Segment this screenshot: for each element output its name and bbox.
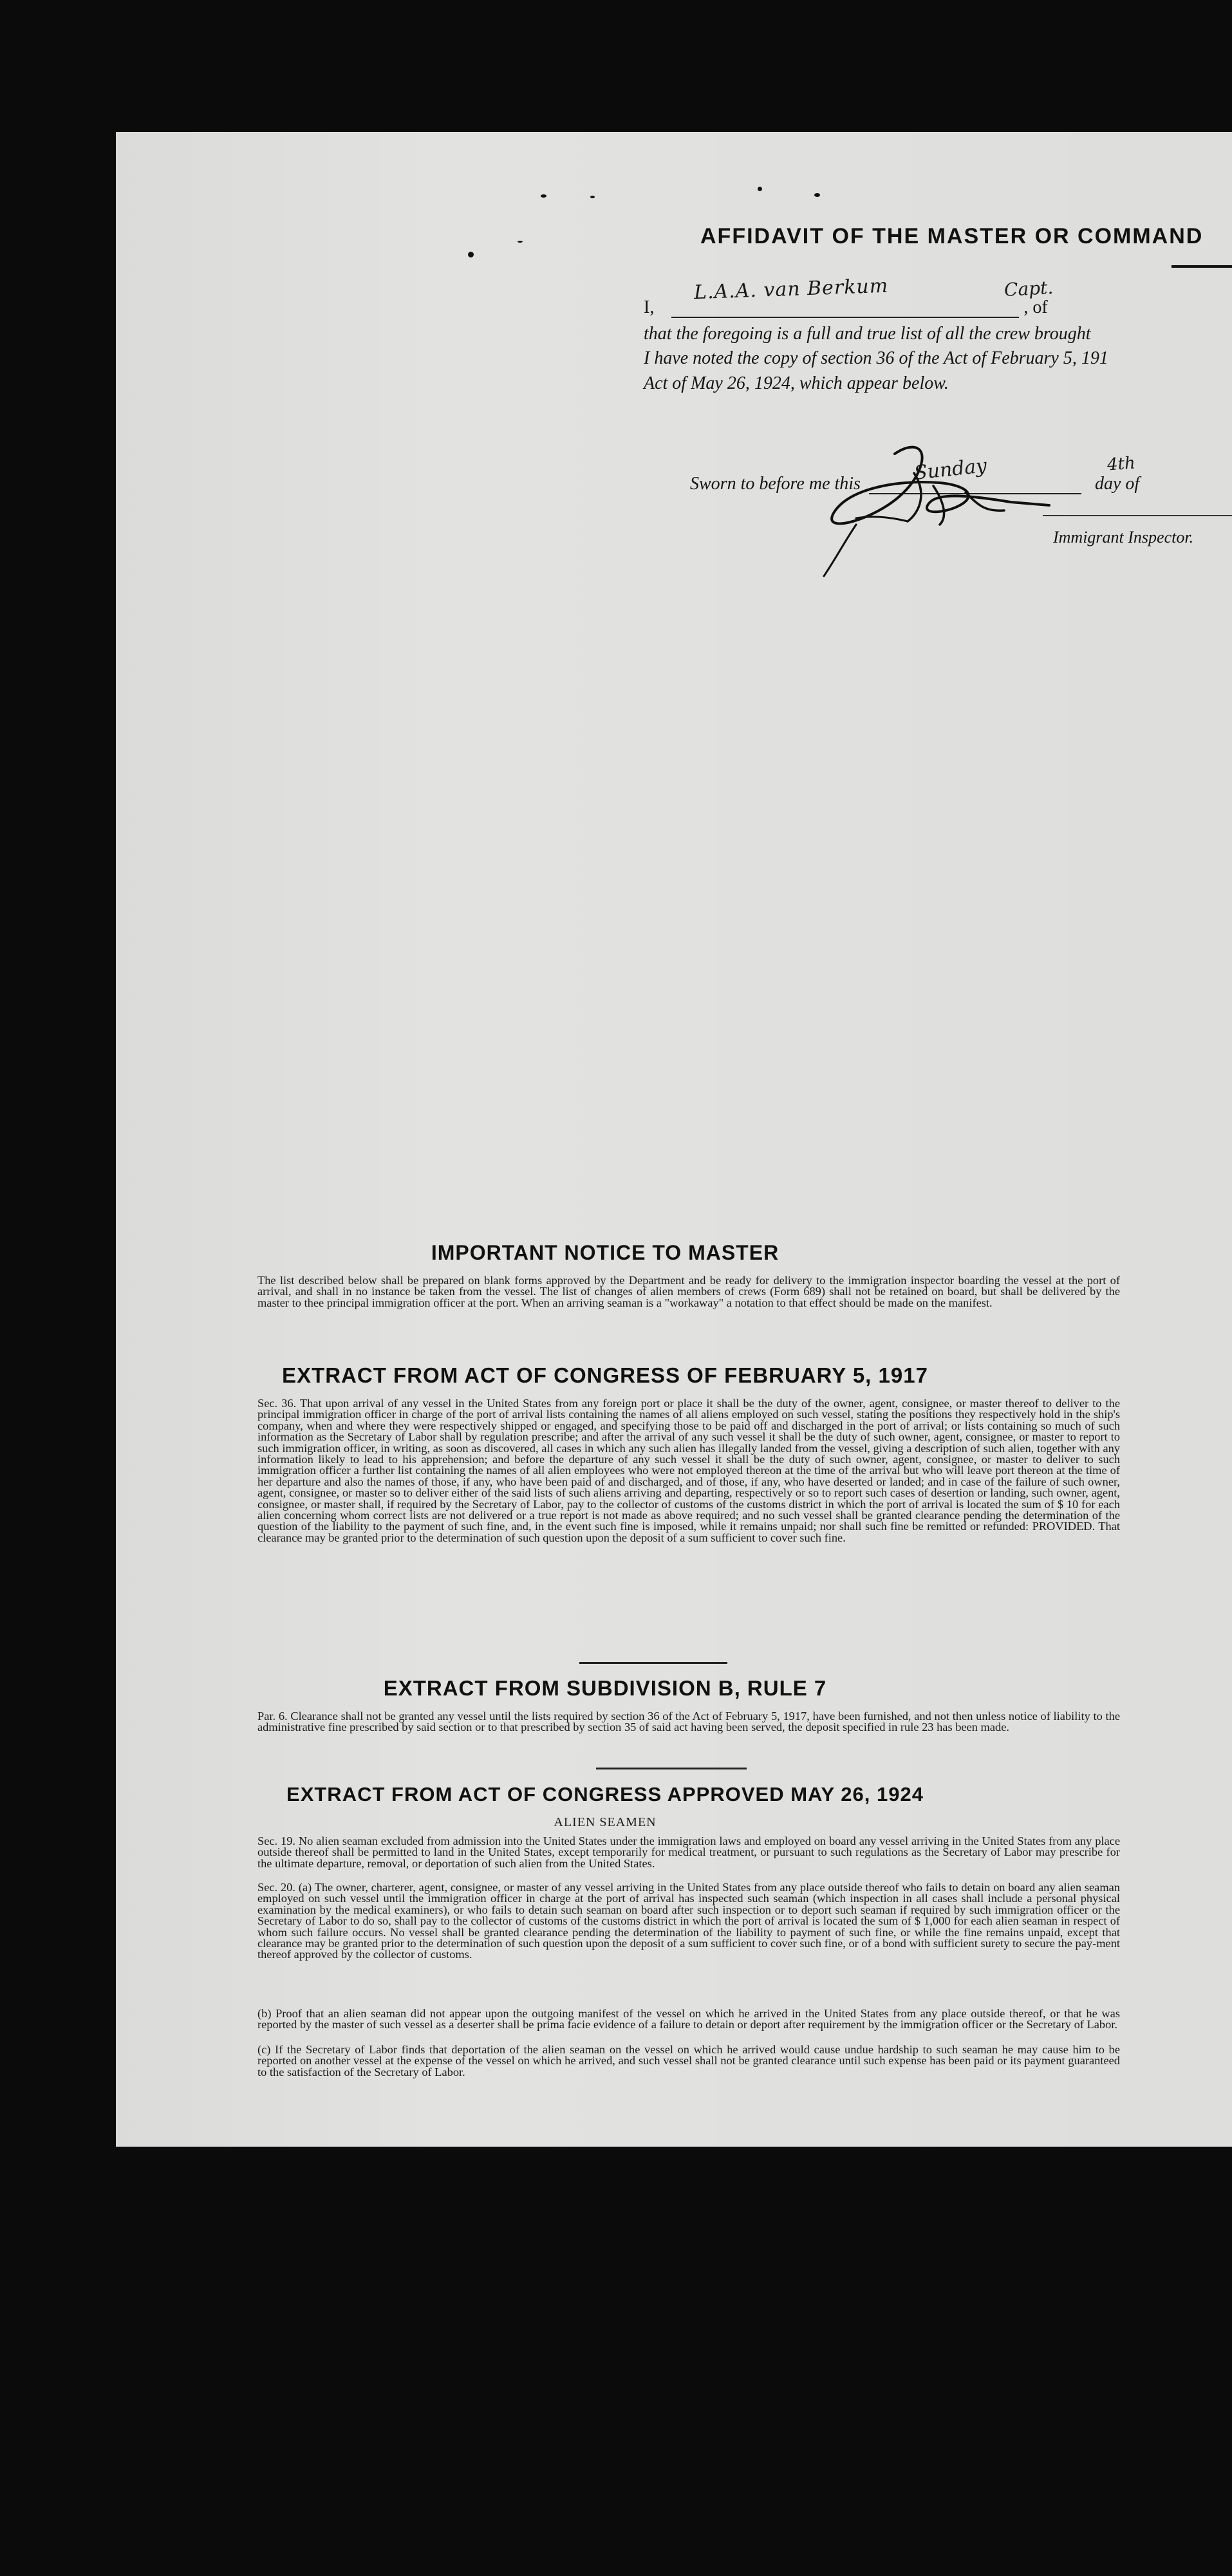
section-divider [579, 1662, 727, 1664]
handwritten-name: L.A.A. van Berkum [693, 274, 889, 304]
ink-speck [758, 187, 762, 191]
handwritten-rank: Capt. [1003, 277, 1054, 301]
ink-speck [541, 194, 546, 198]
extract-1924-sec20c: (c) If the Secretary of Labor finds that deportation of the alien seaman on the vessel on which he arrived would cause undue hardship to such seaman he may cause him to be reported on another vessel at the expense of the vessel on which he arrived, and such vessel shall not be granted clearance until such expense has been paid or its payment guaranteed to the satisfaction of the Secretary of Labor. [257, 2043, 1120, 2078]
extract-1917-text: Sec. 36. That upon arrival of any vessel in the United States from any foreign port or place it shall be the duty of the owner, agent, consignee, or master thereof to deliver to the principal immigration officer in charge of the port of arrival lists containing the names of all aliens employed on such vessel, stating the positions they respectively hold in the ship's company, when and where they were respectively shipped or engaged, and specifying those to be paid off and discharged in the port of arrival; or lists containing so much of such information as the Secretary of Labor shall by regulation prescribe; and after the arrival of any such vessel it shall be the duty of such owner, agent, consignee, or master to report to such immigration officer, in writing, as soon as discovered, all cases in which any such alien has illegally landed from the vessel, giving a description of such alien, together with any information likely to lead to his apprehension; and before the departure of any such vessel it shall be the duty of such owner, agent, consignee, or master to deliver to such immigration officer a further list containing the names of all alien employees who were not employed thereon at the time of the arrival but who will leave port thereon at the time of her departure and also the names of those, if any, who have been paid of and discharged, and of those, if any, who have deserted or landed; and in case of the failure of such owner, agent, consignee, or master so to deliver either of the said lists of such aliens arriving and departing, respectively or so to report such cases of desertion or landing, such owner, agent, consignee, or master shall, if required by the Secretary of Labor, pay to the collector of customs of the customs district in which the port of arrival is located the sum of $ 10 for each alien concerning whom correct lists are not delivered or a true report is not made as above required; and no such vessel shall be granted clearance pending the determination of the question of the liability to the payment of such fine, and, in the event such fine is imposed, while it remains unpaid; nor shall such fine be remitted or refunded: PROVIDED. That clearance may be granted prior to the determination of such question upon the deposit of a sum sufficient to cover such fine. [257, 1397, 1120, 1544]
section-divider [596, 1768, 747, 1769]
extract-1917-heading: EXTRACT FROM ACT OF CONGRESS OF FEBRUARY 5, 1917 [282, 1363, 928, 1387]
affidavit-title: AFFIDAVIT OF THE MASTER OR COMMAND [700, 224, 1204, 248]
extract-rule7-text: Par. 6. Clearance shall not be granted any vessel until the lists required by section 36 of the Act of February 5, 1917, have been furnished, and not then unless notice of liability to the administrative fine prescribed by said section or to that prescribed by section 35 of said act having been served, the deposit specified in rule 23 has been made. [257, 1710, 1120, 1734]
affidavit-line-2: that the foregoing is a full and true list of all the crew brought [644, 324, 1091, 344]
important-notice-text: The list described below shall be prepared on blank forms approved by the Department and be ready for delivery to the immigration inspector boarding the vessel at the port of arrival, and shall in no instance be taken from the vessel. The list of changes of alien members of crews (Form 689) shall not be retained on board, but shall be delivered by the master to thee principal immigration officer at the port. When an arriving seaman is a "workaway" a notation to that effect should be made on the manifest. [257, 1274, 1120, 1309]
affidavit-line-3: I have noted the copy of section 36 of the Act of February 5, 191 [644, 348, 1108, 368]
inspector-line [1043, 515, 1232, 516]
ink-speck [468, 252, 474, 257]
ink-speck [814, 193, 820, 197]
affidavit-line-1-suffix: , of [1023, 297, 1048, 317]
inspector-signature [817, 428, 1075, 583]
sworn-suffix: day of [1094, 474, 1140, 494]
extract-1924-sec19: Sec. 19. No alien seaman excluded from admission into the United States under the immigration laws and employed on board any vessel arriving in the United States from any place outside thereof shall be permitted to land in the United States, except temporarily for medical treatment, or pursuant to such regulations as the Secretary of Labor may prescribe for the ultimate departure, removal, or deportation of such alien from the United States. [257, 1834, 1120, 1870]
sworn-prefix: Sworn to before me this [690, 474, 861, 494]
inspector-label: Immigrant Inspector. [1053, 528, 1194, 546]
handwritten-date: 4th [1106, 453, 1136, 475]
extract-rule7-heading: EXTRACT FROM SUBDIVISION B, RULE 7 [383, 1676, 827, 1700]
extract-1924-sec20a: Sec. 20. (a) The owner, charterer, agent, consignee, or master of any vessel arriving in the United States from any place outside thereof who fails to detain on board any alien seaman employed on such vessel until the immigration officer in charge at the port of arrival has inspected such seaman (which inspection in all cases shall include a personal physical examination by the medical examiners), or who fails to detain such seaman on board after such inspection or to deport such seaman if required by such immigration officer or the Secretary of Labor to do so, shall pay to the collector of customs of the customs district in which the port of arrival is located the sum of $ 1,000 for each alien seaman in respect of whom such failure occurs. No vessel shall be granted clearance pending the determination of the liability to payment of such fine, or while the fine remains unpaid, except that clearance may be granted prior to the determination of such question upon the deposit of a sum sufficient to cover such fine, or of a bond with sufficient surety to secure the pay-ment thereof approved by the collector of customs. [257, 1881, 1120, 1961]
extract-1924-sec20b: (b) Proof that an alien seaman did not appear upon the outgoing manifest of the vessel on which he arrived in the United States from any place outside thereof, or that he was reported by the master of such vessel as a deserter shall be prima facie evidence of a failure to detain or deport after requirement by the immigration officer or the Secretary of Labor. [257, 2007, 1120, 2031]
affidavit-line-1-prefix: I, [644, 297, 655, 317]
ink-speck [518, 241, 523, 243]
extract-1924-heading: EXTRACT FROM ACT OF CONGRESS APPROVED MAY 26, 1924 [286, 1783, 924, 1806]
handwritten-day: Sunday [913, 454, 988, 485]
important-notice-heading: IMPORTANT NOTICE TO MASTER [431, 1241, 779, 1264]
ink-speck [590, 196, 595, 198]
alien-seamen-subheading: ALIEN SEAMEN [554, 1815, 657, 1829]
affidavit-line-4: Act of May 26, 1924, which appear below. [644, 373, 949, 393]
title-rule [1171, 265, 1232, 268]
